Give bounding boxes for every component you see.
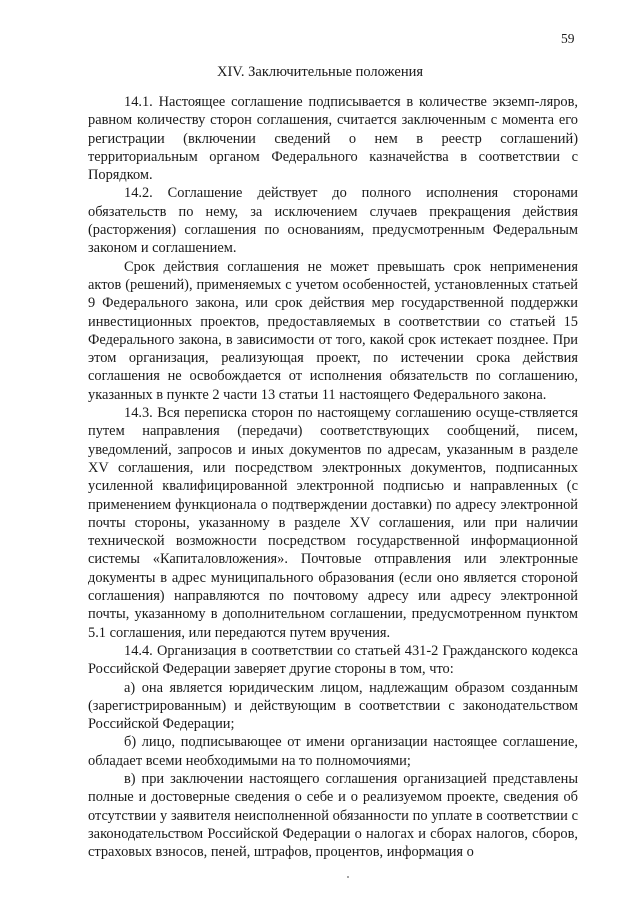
paragraph-14-2: 14.2. Соглашение действует до полного исполнения сторонами обязательств по нему, за исключением случаев прекращения действия (расторжения) соглашения по основаниям, предусмотренным Федеральным законом и соглашением. [88, 185, 578, 257]
paragraph-14-4: 14.4. Организация в соответствии со статьей 431-2 Гражданского кодекса Российской Федерации заверяет другие стороны в том, что: [88, 642, 578, 678]
document-body [88, 93, 578, 861]
paragraph-term: Срок действия соглашения не может превышать срок неприменения актов (решений), применяемых с учетом особенностей, установленных статьей 9 Федерального закона, или срок действия мер государственной поддержки инвестиционных проектов, предоставляемых в соответствии со статьей 15 Федерального закона, в зависимости от того, какой срок истекает позднее. При этом организация, реализующая проект, по истечении срока действия соглашения не освобождается от исполнения обязательств по соглашению, указанных в пункте 2 части 13 статьи 11 настоящего Федерального закона. [88, 258, 578, 403]
list-item-v: в) при заключении настоящего соглашения организацией представлены полные и достоверные сведения о себе и о реализуемом проекте, сведения об отсутствии у заявителя неисполненной обязанности по уплате в соответствии с законодательством Российской Федерации о налогах и сборах налогов, сборов, страховых взносов, пеней, штрафов, процентов, информация о [88, 770, 578, 861]
paragraph-14-1: 14.1. Настоящее соглашение подписывается в количестве экземп-ляров, равном количеству сторон соглашения, считается заключенным с момента его регистрации (включении сведений о нем в реестр соглашений) территориальным органом Федерального казначейства в соответствии с Порядком. [88, 94, 578, 184]
section-title: XIV. Заключительные положения [216, 64, 424, 80]
page-number: 59 [561, 31, 575, 46]
paragraph-14-3: 14.3. Вся переписка сторон по настоящему соглашению осуще-ствляется путем направления (передачи) соответствующих сообщений, писем, уведомлений, запросов и иных документов по адресам, указанным в разделе XV соглашения, или посредством электронных документов, подписанных усиленной квалифицированной электронной подписью и направленных (с применением функционала о подтверждении доставки) по адресу электронной почты стороны, указанному в разделе XV соглашения, или при наличии технической возможности посредством государственной информационной системы «Капиталовложения». Почтовые отправления или электронные документы в адрес муниципального образования (если оно является стороной соглашения) направляются по почтовому адресу или адресу электронной почты, указанному в дополнительном соглашении, предусмотренном пунктом 5.1 соглашения, или передаются путем вручения. [88, 405, 578, 641]
list-item-a: а) она является юридическим лицом, надлежащим образом созданным (зарегистрированным) и действующим в соответствии с законодательством Российской Федерации; [88, 679, 578, 733]
list-item-b: б) лицо, подписывающее от имени организации настоящее соглашение, обладает всеми необходимыми на то полномочиями; [88, 734, 578, 769]
scan-speck [347, 876, 349, 878]
